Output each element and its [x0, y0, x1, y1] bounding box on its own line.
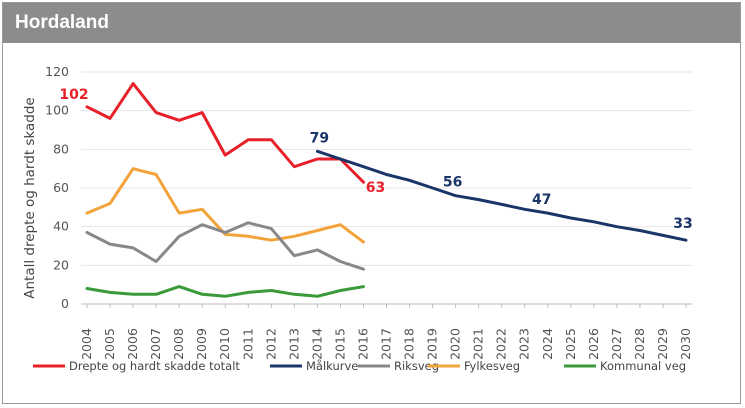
- x-tick-label: 2017: [378, 328, 394, 360]
- x-tick-label: 2012: [263, 328, 279, 360]
- x-tick-label: 2004: [79, 328, 94, 360]
- x-tick-label: 2019: [424, 328, 440, 360]
- legend-entry: Kommunal veg: [600, 359, 687, 373]
- y-tick-label: 120: [45, 64, 69, 79]
- x-tick-label: 2014: [309, 328, 325, 360]
- x-tick-label: 2025: [562, 328, 578, 360]
- data-label: 79: [309, 130, 330, 147]
- x-tick-label: 2027: [608, 328, 624, 360]
- data-label: 102: [59, 86, 89, 103]
- y-tick-label: 20: [53, 257, 69, 273]
- x-tick-label: 2023: [516, 328, 532, 360]
- series-lines: [87, 84, 686, 297]
- x-tick-label: 2015: [332, 328, 348, 360]
- y-tick-label: 60: [53, 180, 69, 195]
- x-tick-label: 2005: [102, 328, 118, 360]
- x-tick-label: 2016: [355, 328, 371, 360]
- gridlines: [81, 72, 692, 308]
- page-title: Hordaland: [15, 12, 109, 33]
- x-tick-label: 2010: [217, 328, 233, 360]
- x-tick-label: 2011: [240, 328, 256, 360]
- data-label: 56: [442, 174, 463, 191]
- legend-entry: Drepte og hardt skadde totalt: [69, 359, 240, 373]
- y-tick-label: 40: [53, 218, 69, 234]
- x-tick-label: 2029: [654, 328, 670, 360]
- x-tick-label: 2007: [148, 328, 164, 360]
- data-label: 63: [365, 180, 386, 197]
- data-label: 47: [532, 192, 552, 209]
- x-tick-label: 2018: [401, 328, 417, 360]
- data-label: 33: [673, 216, 693, 233]
- y-tick-label: 100: [45, 102, 69, 118]
- x-tick-label: 2030: [678, 328, 693, 360]
- x-tick-label: 2020: [447, 328, 463, 360]
- x-tick-label: 2026: [585, 328, 601, 360]
- x-tick-label: 2028: [631, 328, 647, 360]
- legend-entry: Målkurve: [306, 359, 359, 373]
- y-tick-label: 80: [53, 141, 69, 157]
- legend: [33, 359, 686, 373]
- x-tick-label: 2021: [470, 328, 486, 360]
- legend-entry: Fylkesveg: [464, 359, 521, 373]
- x-tick-labels: [79, 328, 693, 360]
- x-tick-label: 2024: [539, 328, 555, 360]
- series-line-kommunal-veg: [87, 287, 364, 297]
- legend-entry: Riksveg: [394, 359, 440, 373]
- x-tick-label: 2006: [125, 328, 141, 360]
- x-tick-label: 2013: [286, 328, 302, 360]
- x-tick-label: 2009: [194, 328, 210, 360]
- y-axis-label: Antall drepte og hardt skadde: [22, 97, 38, 299]
- x-tick-label: 2022: [493, 328, 509, 360]
- x-tick-label: 2008: [171, 328, 187, 360]
- y-tick-label: 0: [61, 296, 69, 311]
